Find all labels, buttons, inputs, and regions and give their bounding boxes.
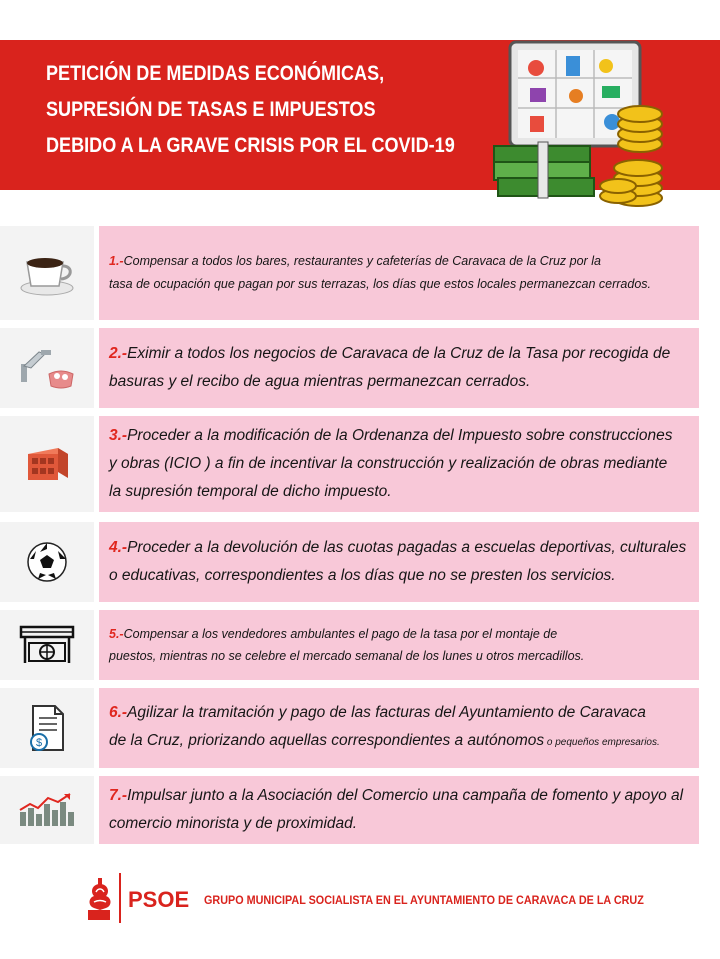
icon-cell (0, 522, 94, 602)
measure-line: tasa de ocupación que pagan por sus terrazas, los días que estos locales permanezcan cerrados. (109, 277, 651, 291)
measure-row-1 (0, 226, 720, 320)
measure-row-5 (0, 610, 720, 680)
invoice-icon (27, 704, 67, 752)
page-title (46, 56, 455, 164)
measure-line: Eximir a todos los negocios de Caravaca de la Cruz de la Tasa por recogida de (127, 345, 671, 362)
measure-text-cell (99, 226, 699, 320)
title-line: PETICIÓN DE MEDIDAS ECONÓMICAS, (46, 62, 385, 85)
measure-text (109, 699, 695, 757)
measure-line: Proceder a la devolución de las cuotas pagadas a escuelas deportivas, culturales (127, 539, 687, 556)
faucet-icon (17, 346, 77, 390)
measure-number: 5.- (109, 627, 124, 641)
soccer-ball-icon (26, 541, 68, 583)
measure-text (109, 782, 695, 838)
measure-row-4 (0, 522, 720, 602)
icon-cell (0, 328, 94, 408)
icon-cell (0, 688, 94, 768)
icon-cell (0, 776, 94, 844)
measure-line: o educativas, correspondientes a los días que no se presten los servicios. (109, 567, 616, 584)
measure-number: 1.- (109, 254, 124, 268)
measure-line: de la Cruz, priorizando aquellas correspondientes a autónomos (109, 732, 545, 749)
measure-text-cell (99, 776, 699, 844)
icon-cell (0, 226, 94, 320)
measure-text (109, 422, 695, 506)
title-line: SUPRESIÓN DE TASAS E IMPUESTOS (46, 98, 376, 121)
measure-row-2 (0, 328, 720, 408)
city-growth-icon (18, 792, 76, 828)
icon-cell (0, 416, 94, 512)
rose-logo-icon (82, 876, 118, 922)
measure-number: 4.- (109, 539, 128, 556)
measure-number: 3.- (109, 427, 128, 444)
brick-icon (24, 444, 70, 484)
measure-text (109, 534, 695, 590)
measure-line: Impulsar junto a la Asociación del Comercio una campaña de fomento y apoyo al (127, 787, 684, 804)
party-logo-text: PSOE (128, 887, 190, 912)
title-line: DEBIDO A LA GRAVE CRISIS POR EL COVID-19 (46, 134, 455, 157)
measure-text (109, 340, 695, 396)
measure-number: 7.- (109, 787, 128, 804)
measure-row-3 (0, 416, 720, 512)
measure-line: basuras y el recibo de agua mientras permanezcan cerrados. (109, 373, 531, 390)
measure-line: Proceder a la modificación de la Ordenanza del Impuesto sobre construcciones (127, 427, 673, 444)
measure-line: Compensar a todos los bares, restaurantes y cafeterías de Caravaca de la Cruz por la (123, 254, 601, 268)
svg-text:$: $ (35, 737, 43, 749)
money-illustration (486, 38, 666, 208)
measure-text-cell (99, 522, 699, 602)
measure-row-6 (0, 688, 720, 768)
footer-caption: GRUPO MUNICIPAL SOCIALISTA EN EL AYUNTAMIENTO DE CARAVACA DE LA CRUZ (204, 893, 644, 907)
measure-number: 2.- (109, 345, 128, 362)
measure-text-cell (99, 688, 699, 768)
measure-line: puestos, mientras no se celebre el mercado semanal de los lunes u otros mercadillos. (109, 649, 585, 663)
measure-text-cell (99, 610, 699, 680)
measure-text (109, 250, 695, 296)
measure-line: y obras (ICIO ) a fin de incentivar la construcción y realización de obras mediante (109, 455, 668, 472)
measure-row-7 (0, 776, 720, 844)
measure-line-tail: o pequeños empresarios. (544, 737, 660, 748)
measure-line: comercio minorista y de proximidad. (109, 815, 358, 832)
measure-text (109, 623, 695, 667)
measure-number: 6.- (109, 704, 128, 721)
footer-divider (119, 873, 121, 923)
icon-cell (0, 610, 94, 680)
measure-text-cell (99, 416, 699, 512)
measure-line: Compensar a los vendedores ambulantes el pago de la tasa por el montaje de (123, 627, 558, 641)
market-stall-icon (19, 623, 75, 667)
measure-text-cell (99, 328, 699, 408)
measure-line: la supresión temporal de dicho impuesto. (109, 483, 392, 500)
measure-line: Agilizar la tramitación y pago de las facturas del Ayuntamiento de Caravaca (127, 704, 646, 721)
coffee-cup-icon (19, 248, 75, 298)
